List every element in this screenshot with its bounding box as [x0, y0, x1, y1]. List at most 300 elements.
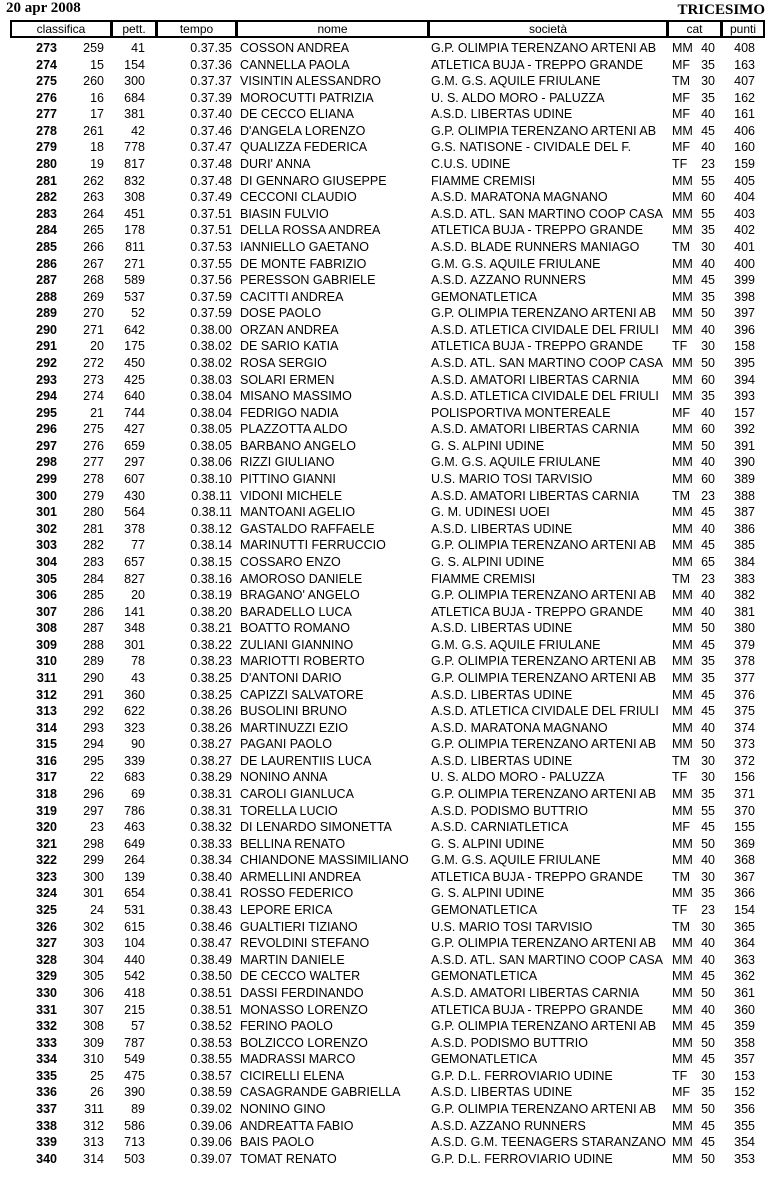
gender-position-cell: 279 — [83, 488, 104, 503]
punti-cell: 357 — [734, 1052, 755, 1067]
societa-cell: A.S.D. ATLETICA CIVIDALE DEL FRIULI — [431, 389, 659, 404]
table-row — [0, 488, 775, 505]
cat-age-cell: 40 — [701, 936, 715, 951]
punti-cell: 404 — [734, 190, 755, 205]
classifica-cell: 332 — [36, 1019, 57, 1034]
table-row — [0, 637, 775, 654]
cat-age-cell: 30 — [701, 753, 715, 768]
classifica-cell: 287 — [36, 273, 57, 288]
classifica-cell: 279 — [36, 140, 57, 155]
classifica-cell: 284 — [36, 223, 57, 238]
cat-cell: MM — [672, 670, 693, 685]
table-row — [0, 670, 775, 687]
cat-cell: MM — [672, 422, 693, 437]
classifica-cell: 330 — [36, 985, 57, 1000]
cat-cell: MM — [672, 604, 693, 619]
pett-cell: 297 — [124, 455, 145, 470]
societa-cell: G.P. OLIMPIA TERENZANO ARTENI AB — [431, 787, 657, 802]
tempo-cell: 0.38.52 — [190, 1019, 232, 1034]
cat-age-cell: 40 — [701, 952, 715, 967]
societa-cell: G.S. NATISONE - CIVIDALE DEL F. — [431, 140, 632, 155]
punti-cell: 361 — [734, 985, 755, 1000]
societa-cell: U.S. MARIO TOSI TARVISIO — [431, 919, 593, 934]
pett-cell: 57 — [131, 1019, 145, 1034]
gender-position-cell: 261 — [83, 123, 104, 138]
pett-cell: 308 — [124, 190, 145, 205]
punti-cell: 159 — [734, 157, 755, 172]
nome-cell: QUALIZZA FEDERICA — [240, 140, 368, 155]
cat-cell: TF — [672, 339, 688, 354]
table-row — [0, 338, 775, 355]
punti-cell: 397 — [734, 306, 755, 321]
cat-age-cell: 45 — [701, 687, 715, 702]
societa-cell: A.S.D. CARNIATLETICA — [431, 820, 569, 835]
societa-cell: A.S.D. BLADE RUNNERS MANIAGO — [431, 239, 640, 254]
classifica-cell: 326 — [36, 919, 57, 934]
cat-cell: MM — [672, 505, 693, 520]
tempo-cell: 0.38.31 — [190, 787, 232, 802]
cat-age-cell: 30 — [701, 339, 715, 354]
societa-cell: G. S. ALPINI UDINE — [431, 836, 545, 851]
gender-position-cell: 282 — [83, 538, 104, 553]
nome-cell: SOLARI ERMEN — [240, 372, 335, 387]
punti-cell: 370 — [734, 803, 755, 818]
cat-cell: TM — [672, 239, 691, 254]
cat-age-cell: 35 — [701, 389, 715, 404]
cat-age-cell: 45 — [701, 820, 715, 835]
gender-position-cell: 263 — [83, 190, 104, 205]
table-row — [0, 156, 775, 173]
punti-cell: 356 — [734, 1102, 755, 1116]
table-row — [0, 239, 775, 256]
punti-cell: 367 — [734, 869, 755, 884]
table-row — [0, 139, 775, 156]
tempo-cell: 0.38.21 — [190, 621, 232, 636]
pett-cell: 89 — [131, 1102, 145, 1116]
punti-cell: 379 — [734, 637, 755, 652]
nome-cell: AMOROSO DANIELE — [240, 571, 363, 586]
nome-cell: PITTINO GIANNI — [240, 472, 336, 487]
societa-cell: G. S. ALPINI UDINE — [431, 886, 545, 901]
societa-cell: ATLETICA BUJA - TREPPO GRANDE — [431, 57, 644, 72]
gender-position-cell: 266 — [83, 239, 104, 254]
societa-cell: G.P. OLIMPIA TERENZANO ARTENI AB — [431, 1102, 657, 1116]
nome-cell: DURI' ANNA — [240, 157, 311, 172]
table-row — [0, 123, 775, 140]
cat-cell: MM — [672, 969, 693, 984]
classifica-cell: 296 — [36, 422, 57, 437]
pett-cell: 649 — [124, 836, 145, 851]
gender-position-cell: 277 — [83, 455, 104, 470]
cat-age-cell: 35 — [701, 787, 715, 802]
societa-cell: G.P. D.L. FERROVIARIO UDINE — [431, 1068, 613, 1083]
pett-cell: 339 — [124, 753, 145, 768]
pett-cell: 20 — [131, 588, 145, 603]
cat-cell: MM — [672, 206, 693, 221]
gender-position-cell: 293 — [83, 720, 104, 735]
tempo-cell: 0.38.27 — [190, 753, 232, 768]
societa-cell: A.S.D. LIBERTAS UDINE — [431, 521, 573, 536]
gender-position-cell: 288 — [83, 637, 104, 652]
punti-cell: 154 — [734, 903, 755, 918]
classifica-cell: 275 — [36, 74, 57, 89]
gender-position-cell: 22 — [90, 770, 104, 785]
table-row — [0, 405, 775, 422]
pett-cell: 300 — [124, 74, 145, 89]
tempo-cell: 0.37.36 — [190, 57, 232, 72]
table-row — [0, 1101, 775, 1118]
cat-age-cell: 35 — [701, 289, 715, 304]
nome-cell: DI GENNARO GIUSEPPE — [240, 173, 387, 188]
table-row — [0, 189, 775, 206]
gender-position-cell: 307 — [83, 1002, 104, 1017]
punti-cell: 374 — [734, 720, 755, 735]
societa-cell: A.S.D. MARATONA MAGNANO — [431, 720, 608, 735]
punti-cell: 385 — [734, 538, 755, 553]
pett-cell: 104 — [124, 936, 145, 951]
gender-position-cell: 262 — [83, 173, 104, 188]
table-row — [0, 620, 775, 637]
table-row — [0, 1151, 775, 1168]
classifica-cell: 329 — [36, 969, 57, 984]
table-row — [0, 703, 775, 720]
table-row — [0, 222, 775, 239]
table-row — [0, 885, 775, 902]
cat-age-cell: 50 — [701, 1102, 715, 1116]
pett-cell: 154 — [124, 57, 145, 72]
pett-cell: 542 — [124, 969, 145, 984]
table-row — [0, 90, 775, 107]
table-row — [0, 968, 775, 985]
tempo-cell: 0.38.06 — [190, 455, 232, 470]
table-row — [0, 1084, 775, 1101]
nome-cell: DELLA ROSSA ANDREA — [240, 223, 381, 238]
societa-cell: G.P. OLIMPIA TERENZANO ARTENI AB — [431, 306, 657, 321]
pett-cell: 531 — [124, 903, 145, 918]
societa-cell: G.P. OLIMPIA TERENZANO ARTENI AB — [431, 936, 657, 951]
classifica-cell: 283 — [36, 206, 57, 221]
pett-cell: 475 — [124, 1068, 145, 1083]
table-row — [0, 173, 775, 190]
cat-age-cell: 35 — [701, 670, 715, 685]
tempo-cell: 0.37.56 — [190, 273, 232, 288]
societa-cell: A.S.D. AMATORI LIBERTAS CARNIA — [431, 488, 640, 503]
cat-age-cell: 30 — [701, 74, 715, 89]
societa-cell: G.M. G.S. AQUILE FRIULANE — [431, 74, 601, 89]
gender-position-cell: 290 — [83, 670, 104, 685]
nome-cell: BELLINA RENATO — [240, 836, 346, 851]
cat-age-cell: 50 — [701, 1151, 715, 1166]
nome-cell: ROSSO FEDERICO — [240, 886, 354, 901]
gender-position-cell: 308 — [83, 1019, 104, 1034]
punti-cell: 389 — [734, 472, 755, 487]
nome-cell: DE CECCO ELIANA — [240, 107, 354, 122]
cat-cell: TF — [672, 1068, 688, 1083]
table-row — [0, 1134, 775, 1151]
gender-position-cell: 312 — [83, 1118, 104, 1133]
pett-cell: 390 — [124, 1085, 145, 1100]
gender-position-cell: 275 — [83, 422, 104, 437]
cat-cell: TM — [672, 74, 691, 89]
nome-cell: MARTINUZZI EZIO — [240, 720, 349, 735]
table-row — [0, 786, 775, 803]
punti-cell: 408 — [734, 41, 755, 55]
gender-position-cell: 264 — [83, 206, 104, 221]
nome-cell: COSSON ANDREA — [240, 41, 350, 55]
cat-cell: MM — [672, 803, 693, 818]
col-societa: società — [430, 22, 666, 36]
pett-cell: 378 — [124, 521, 145, 536]
cat-age-cell: 50 — [701, 355, 715, 370]
classifica-cell: 301 — [36, 505, 57, 520]
societa-cell: G. S. ALPINI UDINE — [431, 554, 545, 569]
table-row — [0, 935, 775, 952]
societa-cell: A.S.D. PODISMO BUTTRIO — [431, 1035, 588, 1050]
cat-cell: MM — [672, 621, 693, 636]
societa-cell: ATLETICA BUJA - TREPPO GRANDE — [431, 604, 644, 619]
societa-cell: G.P. OLIMPIA TERENZANO ARTENI AB — [431, 737, 657, 752]
punti-cell: 372 — [734, 753, 755, 768]
pett-cell: 430 — [124, 488, 145, 503]
gender-position-cell: 294 — [83, 737, 104, 752]
nome-cell: MADRASSI MARCO — [240, 1052, 356, 1067]
cat-cell: MF — [672, 820, 691, 835]
gender-position-cell: 295 — [83, 753, 104, 768]
pett-cell: 564 — [124, 505, 145, 520]
pett-cell: 141 — [124, 604, 145, 619]
pett-cell: 832 — [124, 173, 145, 188]
societa-cell: A.S.D. AMATORI LIBERTAS CARNIA — [431, 985, 640, 1000]
report-date: 20 apr 2008 — [6, 0, 81, 16]
tempo-cell: 0.37.51 — [190, 223, 232, 238]
gender-position-cell: 299 — [83, 853, 104, 868]
tempo-cell: 0.37.46 — [190, 123, 232, 138]
tempo-cell: 0.39.06 — [190, 1118, 232, 1133]
cat-cell: MM — [672, 273, 693, 288]
cat-cell: MM — [672, 687, 693, 702]
classifica-cell: 319 — [36, 803, 57, 818]
cat-age-cell: 50 — [701, 1035, 715, 1050]
gender-position-cell: 287 — [83, 621, 104, 636]
pett-cell: 139 — [124, 869, 145, 884]
cat-cell: MM — [672, 355, 693, 370]
cat-cell: MM — [672, 521, 693, 536]
tempo-cell: 0.38.00 — [190, 322, 232, 337]
gender-position-cell: 284 — [83, 571, 104, 586]
gender-position-cell: 281 — [83, 521, 104, 536]
column-header-bar — [10, 20, 765, 38]
tempo-cell: 0.37.39 — [190, 90, 232, 105]
classifica-cell: 308 — [36, 621, 57, 636]
pett-cell: 175 — [124, 339, 145, 354]
tempo-cell: 0.37.37 — [190, 74, 232, 89]
cat-cell: MM — [672, 1151, 693, 1166]
nome-cell: MISANO MASSIMO — [240, 389, 352, 404]
societa-cell: G.M. G.S. AQUILE FRIULANE — [431, 256, 601, 271]
punti-cell: 366 — [734, 886, 755, 901]
gender-position-cell: 309 — [83, 1035, 104, 1050]
cat-cell: MM — [672, 654, 693, 669]
nome-cell: TOMAT RENATO — [240, 1151, 337, 1166]
cat-age-cell: 40 — [701, 107, 715, 122]
col-classifica: classifica — [12, 22, 110, 36]
classifica-cell: 334 — [36, 1052, 57, 1067]
nome-cell: BARADELLO LUCA — [240, 604, 352, 619]
tempo-cell: 0.37.49 — [190, 190, 232, 205]
classifica-cell: 310 — [36, 654, 57, 669]
cat-cell: MM — [672, 306, 693, 321]
punti-cell: 393 — [734, 389, 755, 404]
col-punti: punti — [723, 22, 763, 36]
table-row — [0, 438, 775, 455]
nome-cell: MARIOTTI ROBERTO — [240, 654, 365, 669]
nome-cell: BRAGANO' ANGELO — [240, 588, 360, 603]
pett-cell: 654 — [124, 886, 145, 901]
classifica-cell: 276 — [36, 90, 57, 105]
table-row — [0, 73, 775, 90]
societa-cell: G.P. OLIMPIA TERENZANO ARTENI AB — [431, 538, 657, 553]
tempo-cell: 0.38.53 — [190, 1035, 232, 1050]
gender-position-cell: 273 — [83, 372, 104, 387]
pett-cell: 744 — [124, 405, 145, 420]
societa-cell: G. M. UDINESI UOEI — [431, 505, 550, 520]
punti-cell: 396 — [734, 322, 755, 337]
gender-position-cell: 24 — [90, 903, 104, 918]
cat-age-cell: 30 — [701, 239, 715, 254]
tempo-cell: 0.38.32 — [190, 820, 232, 835]
nome-cell: D'ANTONI DARIO — [240, 670, 342, 685]
pett-cell: 178 — [124, 223, 145, 238]
tempo-cell: 0.37.53 — [190, 239, 232, 254]
pett-cell: 642 — [124, 322, 145, 337]
pett-cell: 827 — [124, 571, 145, 586]
societa-cell: A.S.D. MARATONA MAGNANO — [431, 190, 608, 205]
col-tempo: tempo — [158, 22, 235, 36]
gender-position-cell: 305 — [83, 969, 104, 984]
classifica-cell: 280 — [36, 157, 57, 172]
punti-cell: 358 — [734, 1035, 755, 1050]
tempo-cell: 0.38.03 — [190, 372, 232, 387]
cat-cell: MM — [672, 936, 693, 951]
table-row — [0, 1068, 775, 1085]
table-row — [0, 372, 775, 389]
societa-cell: A.S.D. ATL. SAN MARTINO COOP CASA — [431, 355, 664, 370]
punti-cell: 401 — [734, 239, 755, 254]
cat-age-cell: 45 — [701, 538, 715, 553]
gender-position-cell: 259 — [83, 41, 104, 55]
pett-cell: 301 — [124, 637, 145, 652]
gender-position-cell: 292 — [83, 704, 104, 719]
cat-cell: MM — [672, 389, 693, 404]
societa-cell: ATLETICA BUJA - TREPPO GRANDE — [431, 339, 644, 354]
cat-age-cell: 35 — [701, 90, 715, 105]
nome-cell: PLAZZOTTA ALDO — [240, 422, 348, 437]
societa-cell: GEMONATLETICA — [431, 903, 538, 918]
societa-cell: A.S.D. LIBERTAS UDINE — [431, 107, 573, 122]
gender-position-cell: 285 — [83, 588, 104, 603]
cat-age-cell: 23 — [701, 903, 715, 918]
societa-cell: G.M. G.S. AQUILE FRIULANE — [431, 853, 601, 868]
tempo-cell: 0.38.34 — [190, 853, 232, 868]
gender-position-cell: 283 — [83, 554, 104, 569]
punti-cell: 380 — [734, 621, 755, 636]
nome-cell: CICIRELLI ELENA — [240, 1068, 345, 1083]
classifica-cell: 309 — [36, 637, 57, 652]
societa-cell: GEMONATLETICA — [431, 1052, 538, 1067]
pett-cell: 427 — [124, 422, 145, 437]
col-pett: pett. — [113, 22, 155, 36]
table-row — [0, 720, 775, 737]
cat-cell: MM — [672, 223, 693, 238]
classifica-cell: 288 — [36, 289, 57, 304]
table-row — [0, 521, 775, 538]
classifica-cell: 323 — [36, 869, 57, 884]
pett-cell: 817 — [124, 157, 145, 172]
cat-cell: MM — [672, 836, 693, 851]
nome-cell: REVOLDINI STEFANO — [240, 936, 370, 951]
tempo-cell: 0.38.16 — [190, 571, 232, 586]
pett-cell: 42 — [131, 123, 145, 138]
nome-cell: CACITTI ANDREA — [240, 289, 344, 304]
punti-cell: 163 — [734, 57, 755, 72]
gender-position-cell: 19 — [90, 157, 104, 172]
nome-cell: GASTALDO RAFFAELE — [240, 521, 375, 536]
cat-age-cell: 30 — [701, 869, 715, 884]
societa-cell: U. S. ALDO MORO - PALUZZA — [431, 770, 605, 785]
pett-cell: 586 — [124, 1118, 145, 1133]
societa-cell: A.S.D. ATL. SAN MARTINO COOP CASA — [431, 952, 664, 967]
table-row — [0, 504, 775, 521]
tempo-cell: 0.38.05 — [190, 422, 232, 437]
nome-cell: ORZAN ANDREA — [240, 322, 339, 337]
societa-cell: G.P. OLIMPIA TERENZANO ARTENI AB — [431, 41, 657, 55]
tempo-cell: 0.37.51 — [190, 206, 232, 221]
classifica-cell: 285 — [36, 239, 57, 254]
table-row — [0, 106, 775, 123]
pett-cell: 215 — [124, 1002, 145, 1017]
societa-cell: U. S. ALDO MORO - PALUZZA — [431, 90, 605, 105]
punti-cell: 359 — [734, 1019, 755, 1034]
tempo-cell: 0.38.55 — [190, 1052, 232, 1067]
cat-cell: MM — [672, 1102, 693, 1116]
tempo-cell: 0.38.31 — [190, 803, 232, 818]
table-row — [0, 322, 775, 339]
classifica-cell: 291 — [36, 339, 57, 354]
cat-cell: MM — [672, 1118, 693, 1133]
gender-position-cell: 303 — [83, 936, 104, 951]
tempo-cell: 0.38.27 — [190, 737, 232, 752]
cat-age-cell: 23 — [701, 571, 715, 586]
table-row — [0, 388, 775, 405]
punti-cell: 360 — [734, 1002, 755, 1017]
classifica-cell: 339 — [36, 1135, 57, 1150]
societa-cell: A.S.D. LIBERTAS UDINE — [431, 621, 573, 636]
tempo-cell: 0.39.07 — [190, 1151, 232, 1166]
societa-cell: POLISPORTIVA MONTEREALE — [431, 405, 611, 420]
cat-cell: TM — [672, 753, 691, 768]
table-row — [0, 471, 775, 488]
punti-cell: 363 — [734, 952, 755, 967]
tempo-cell: 0.38.51 — [190, 1002, 232, 1017]
table-row — [0, 57, 775, 74]
tempo-cell: 0.38.49 — [190, 952, 232, 967]
pett-cell: 418 — [124, 985, 145, 1000]
cat-cell: MM — [672, 637, 693, 652]
tempo-cell: 0.38.14 — [190, 538, 232, 553]
tempo-cell: 0.38.29 — [190, 770, 232, 785]
pett-cell: 381 — [124, 107, 145, 122]
cat-age-cell: 40 — [701, 521, 715, 536]
